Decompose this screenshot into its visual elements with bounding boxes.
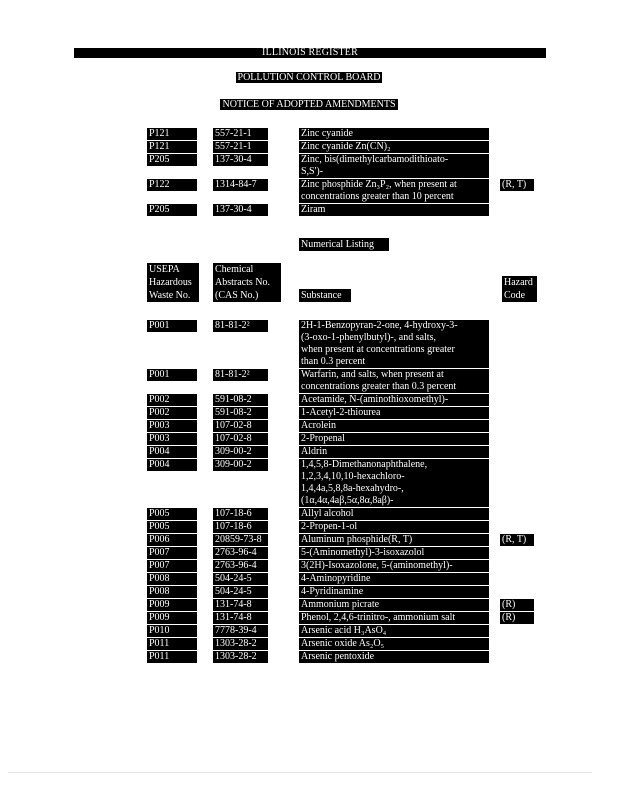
waste-code: P122	[147, 179, 197, 191]
substance-name	[299, 459, 489, 507]
cas-number: 20859-73-8	[213, 534, 268, 546]
waste-code: P003	[147, 420, 197, 432]
substance-line: Zinc cyanide	[301, 128, 353, 139]
cas-number: 107-02-8	[213, 433, 268, 445]
cas-number: 1314-84-7	[213, 179, 268, 191]
hazard-code: (R, T)	[500, 179, 534, 191]
substance-name	[299, 560, 489, 572]
substance-line: Aluminum phosphide(R, T)	[301, 534, 413, 545]
substance-name	[299, 179, 489, 203]
cas-number: 107-18-6	[213, 508, 268, 520]
substance-line: S,S')-	[301, 166, 324, 177]
substance-line: Ammonium picrate	[301, 599, 380, 610]
cas-number: 81-81-2²	[213, 369, 268, 381]
cas-number: 7778-39-4	[213, 625, 268, 637]
substance-name	[299, 547, 489, 559]
substance-line: 4-Aminopyridine	[301, 573, 371, 584]
cas-number: 504-24-5	[213, 573, 268, 585]
cas-number: 557-21-1	[213, 141, 268, 153]
substance-name	[299, 638, 489, 650]
waste-code: P002	[147, 394, 197, 406]
substance-line: (1α,4α,4aβ,5α,8α,8aβ)-	[301, 495, 394, 506]
column-header-code: USEPA Hazardous Waste No.	[147, 263, 199, 302]
substance-line: 2-Propenal	[301, 433, 345, 444]
substance-name	[299, 534, 489, 546]
cas-number: 309-00-2	[213, 459, 268, 471]
substance-line: 2-Propen-1-ol	[301, 521, 358, 532]
substance-line: Arsenic pentoxide	[301, 651, 375, 662]
substance-name	[299, 521, 489, 533]
cas-number: 557-21-1	[213, 128, 268, 140]
substance-line: Phenol, 2,4,6-trinitro-, ammonium salt	[301, 612, 456, 623]
cas-number: 1303-28-2	[213, 638, 268, 650]
substance-line: 1,4,5,8-Dimethanonaphthalene,	[301, 459, 428, 470]
waste-code: P121	[147, 141, 197, 153]
substance-line: Zinc cyanide Zn(CN)₂	[301, 141, 391, 152]
substance-line: 1,2,3,4,10,10-hexachloro-	[301, 471, 405, 482]
waste-code: P011	[147, 651, 197, 663]
substance-line: Zinc, bis(dimethylcarbamodithioato-	[301, 154, 449, 165]
waste-code: P205	[147, 154, 197, 166]
substance-name	[299, 508, 489, 520]
hazard-code: (R)	[500, 612, 534, 624]
waste-code: P005	[147, 508, 197, 520]
section-title: Numerical Listing	[299, 238, 389, 251]
waste-code: P011	[147, 638, 197, 650]
cas-number: 81-81-2²	[213, 320, 268, 332]
substance-line: Acrolein	[301, 420, 336, 431]
cas-number: 131-74-8	[213, 599, 268, 611]
waste-code: P010	[147, 625, 197, 637]
substance-name	[299, 651, 489, 663]
waste-code: P005	[147, 521, 197, 533]
waste-code: P006	[147, 534, 197, 546]
substance-line: Acetamide, N-(aminothioxomethyl)-	[301, 394, 449, 405]
substance-name	[299, 625, 489, 637]
cas-number: 2763-96-4	[213, 547, 268, 559]
substance-name	[299, 573, 489, 585]
substance-name	[299, 446, 489, 458]
substance-line: (3-oxo-1-phenylbutyl)-, and salts,	[301, 332, 436, 343]
waste-code: P004	[147, 446, 197, 458]
column-header-substance: Substance	[299, 289, 351, 302]
substance-name	[299, 433, 489, 445]
substance-line: Arsenic oxide As₂O₅	[301, 638, 385, 649]
cas-number: 504-24-5	[213, 586, 268, 598]
substance-line: Allyl alcohol	[301, 508, 354, 519]
waste-code: P002	[147, 407, 197, 419]
notice-title: NOTICE OF ADOPTED AMENDMENTS	[222, 99, 396, 110]
notice-title-line	[0, 99, 618, 111]
substance-line: concentrations greater than 10 percent	[301, 191, 454, 202]
substance-line: Zinc phosphide Zn₃P₂, when present at	[301, 179, 457, 190]
substance-line: when present at concentrations greater	[301, 344, 455, 355]
substance-line: 2H-1-Benzopyran-2-one, 4-hydroxy-3-	[301, 320, 458, 331]
substance-name	[299, 599, 489, 611]
substance-line: Warfarin, and salts, when present at	[301, 369, 444, 380]
substance-name	[299, 612, 489, 624]
board-title: POLLUTION CONTROL BOARD	[237, 72, 381, 83]
footer-divider	[8, 772, 592, 773]
waste-code: P003	[147, 433, 197, 445]
waste-code: P007	[147, 547, 197, 559]
waste-code: P008	[147, 586, 197, 598]
substance-line: than 0.3 percent	[301, 356, 366, 367]
substance-line: concentrations greater than 0.3 percent	[301, 381, 457, 392]
substance-name	[299, 320, 489, 368]
cas-number: 1303-28-2	[213, 651, 268, 663]
substance-name	[299, 128, 489, 140]
substance-name	[299, 204, 489, 216]
waste-code: P001	[147, 320, 197, 332]
cas-number: 131-74-8	[213, 612, 268, 624]
substance-line: 4-Pyridinamine	[301, 586, 364, 597]
waste-code: P121	[147, 128, 197, 140]
column-header-cas: Chemical Abstracts No. (CAS No.)	[213, 263, 281, 302]
register-title: ILLINOIS REGISTER	[262, 47, 358, 58]
board-title-line	[0, 72, 618, 84]
waste-code: P007	[147, 560, 197, 572]
substance-line: 5-(Aminomethyl)-3-isoxazolol	[301, 547, 425, 558]
hazard-code: (R, T)	[500, 534, 534, 546]
waste-code: P008	[147, 573, 197, 585]
substance-name	[299, 154, 489, 178]
cas-number: 137-30-4	[213, 154, 268, 166]
waste-code: P009	[147, 599, 197, 611]
substance-name	[299, 369, 489, 393]
waste-code: P205	[147, 204, 197, 216]
substance-name	[299, 420, 489, 432]
cas-number: 2763-96-4	[213, 560, 268, 572]
substance-line: 1-Acetyl-2-thiourea	[301, 407, 381, 418]
waste-code: P001	[147, 369, 197, 381]
cas-number: 591-08-2	[213, 394, 268, 406]
waste-code: P009	[147, 612, 197, 624]
substance-name	[299, 586, 489, 598]
substance-name	[299, 394, 489, 406]
substance-line: Ziram	[301, 204, 326, 215]
cas-number: 107-02-8	[213, 420, 268, 432]
cas-number: 137-30-4	[213, 204, 268, 216]
substance-name	[299, 141, 489, 153]
hazard-code: (R)	[500, 599, 534, 611]
cas-number: 309-00-2	[213, 446, 268, 458]
substance-line: 3(2H)-Isoxazolone, 5-(aminomethyl)-	[301, 560, 453, 571]
substance-name	[299, 407, 489, 419]
cas-number: 591-08-2	[213, 407, 268, 419]
waste-code: P004	[147, 459, 197, 471]
substance-line: 1,4,4a,5,8,8a-hexahydro-,	[301, 483, 404, 494]
substance-line: Arsenic acid H₃AsO₄	[301, 625, 387, 636]
substance-line: Aldrin	[301, 446, 328, 457]
column-header-hazard: Hazard Code	[502, 276, 537, 302]
cas-number: 107-18-6	[213, 521, 268, 533]
